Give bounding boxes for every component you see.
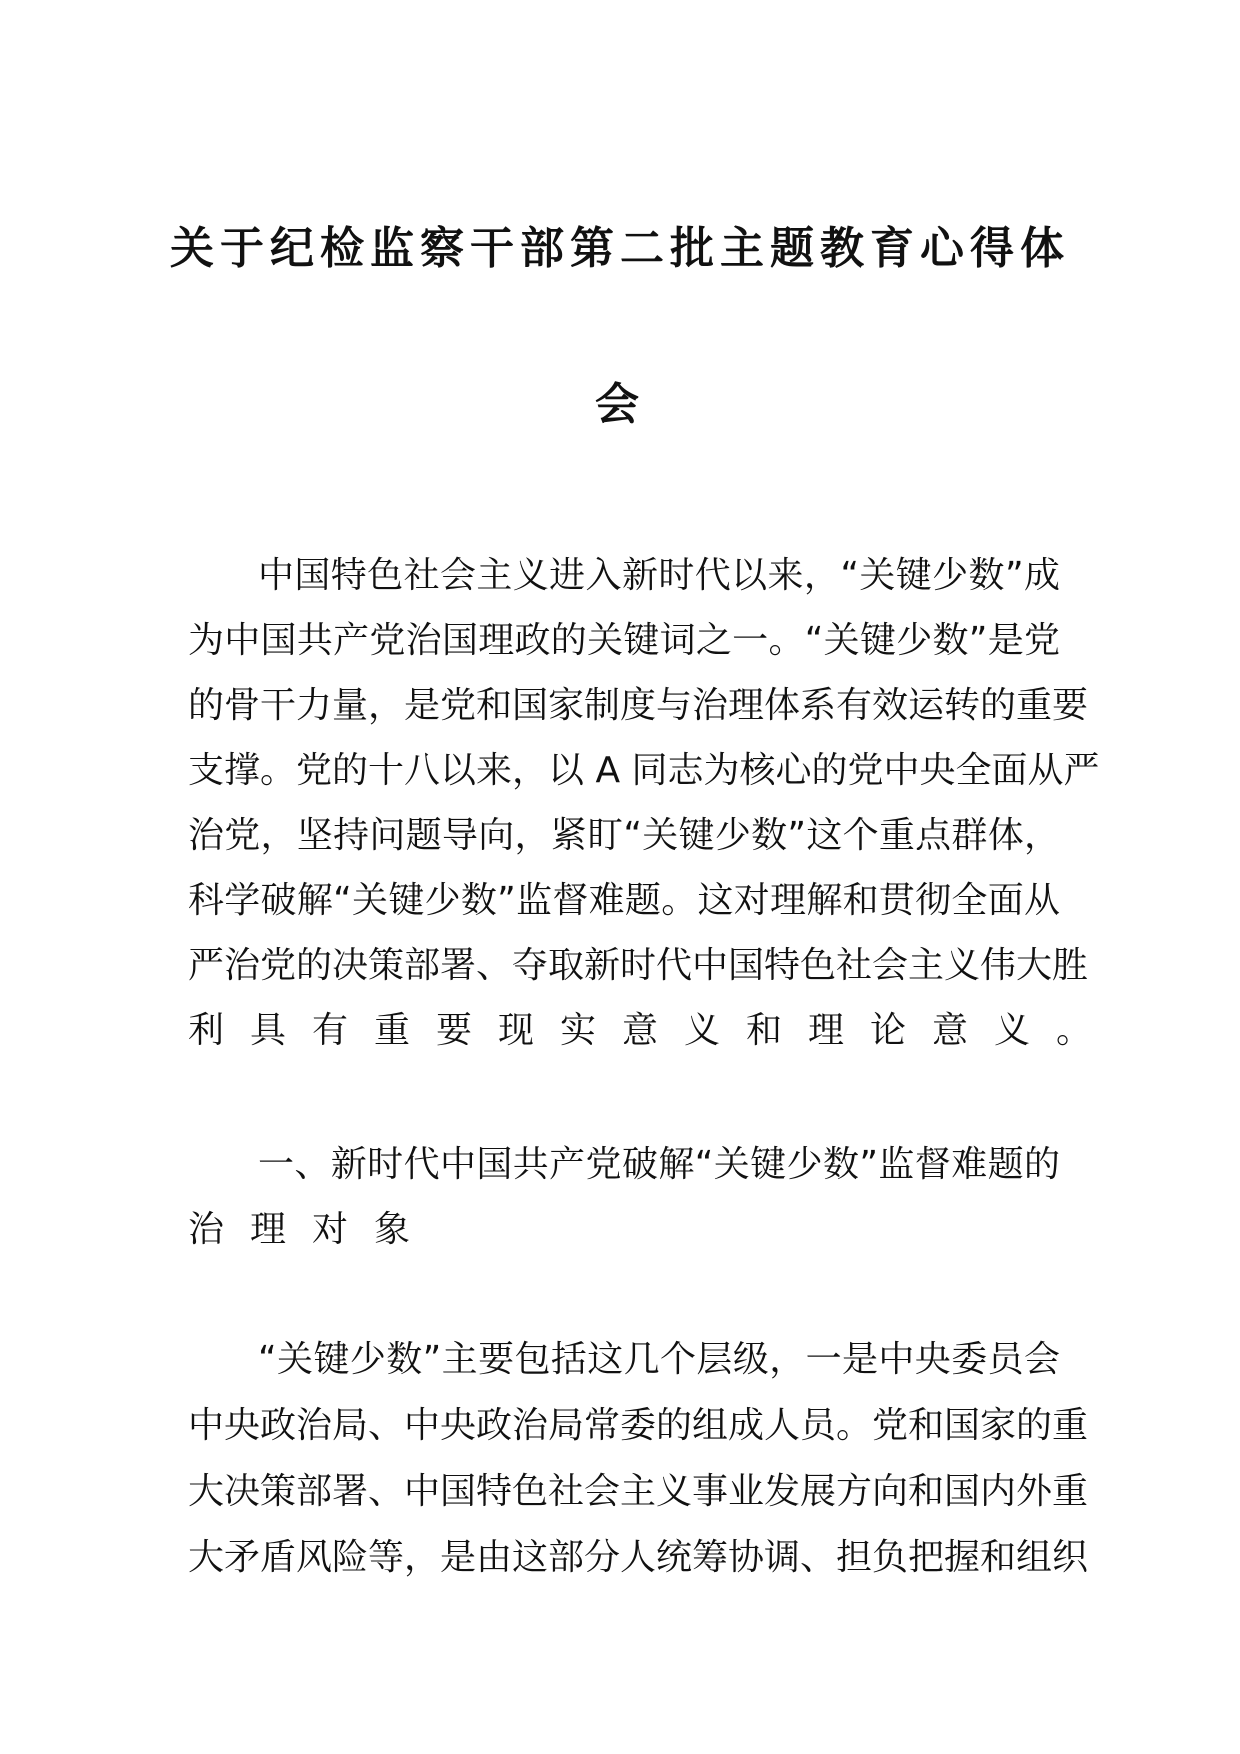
text-line: 中央政治局、中央政治局常委的组成人员。党和国家的重 [188,1405,1089,1446]
heading-line: 治理对象 [188,1209,437,1250]
text-line: 大决策部署、中国特色社会主义事业发展方向和国内外重 [188,1471,1089,1512]
text-line: “关键少数”主要包括这几个层级，一是中央委员会 [258,1339,1060,1380]
text-line: 中国特色社会主义进入新时代以来，“关键少数”成 [258,555,1060,596]
document-title-line-2: 会 [595,379,645,430]
text-line: 为中国共产党治国理政的关键词之一。“关键少数”是党 [188,620,1060,661]
heading-line: 一、新时代中国共产党破解“关键少数”监督难题的 [258,1144,1060,1185]
text-line: 支撑。党的十八以来，以 A 同志为核心的党中央全面从严 [188,750,1100,791]
document-title-line-1: 关于纪检监察干部第二批主题教育心得体 [170,223,1070,274]
text-line: 大矛盾风险等，是由这部分人统筹协调、担负把握和组织 [188,1537,1089,1578]
text-line: 科学破解“关键少数”监督难题。这对理解和贯彻全面从 [188,880,1060,921]
text-line: 治党，坚持问题导向，紧盯“关键少数”这个重点群体， [188,815,1060,856]
text-line: 的骨干力量，是党和国家制度与治理体系有效运转的重要 [188,685,1089,726]
text-line: 利具有重要现实意义和理论意义。 [188,1010,1119,1051]
text-line: 严治党的决策部署、夺取新时代中国特色社会主义伟大胜 [188,945,1089,986]
